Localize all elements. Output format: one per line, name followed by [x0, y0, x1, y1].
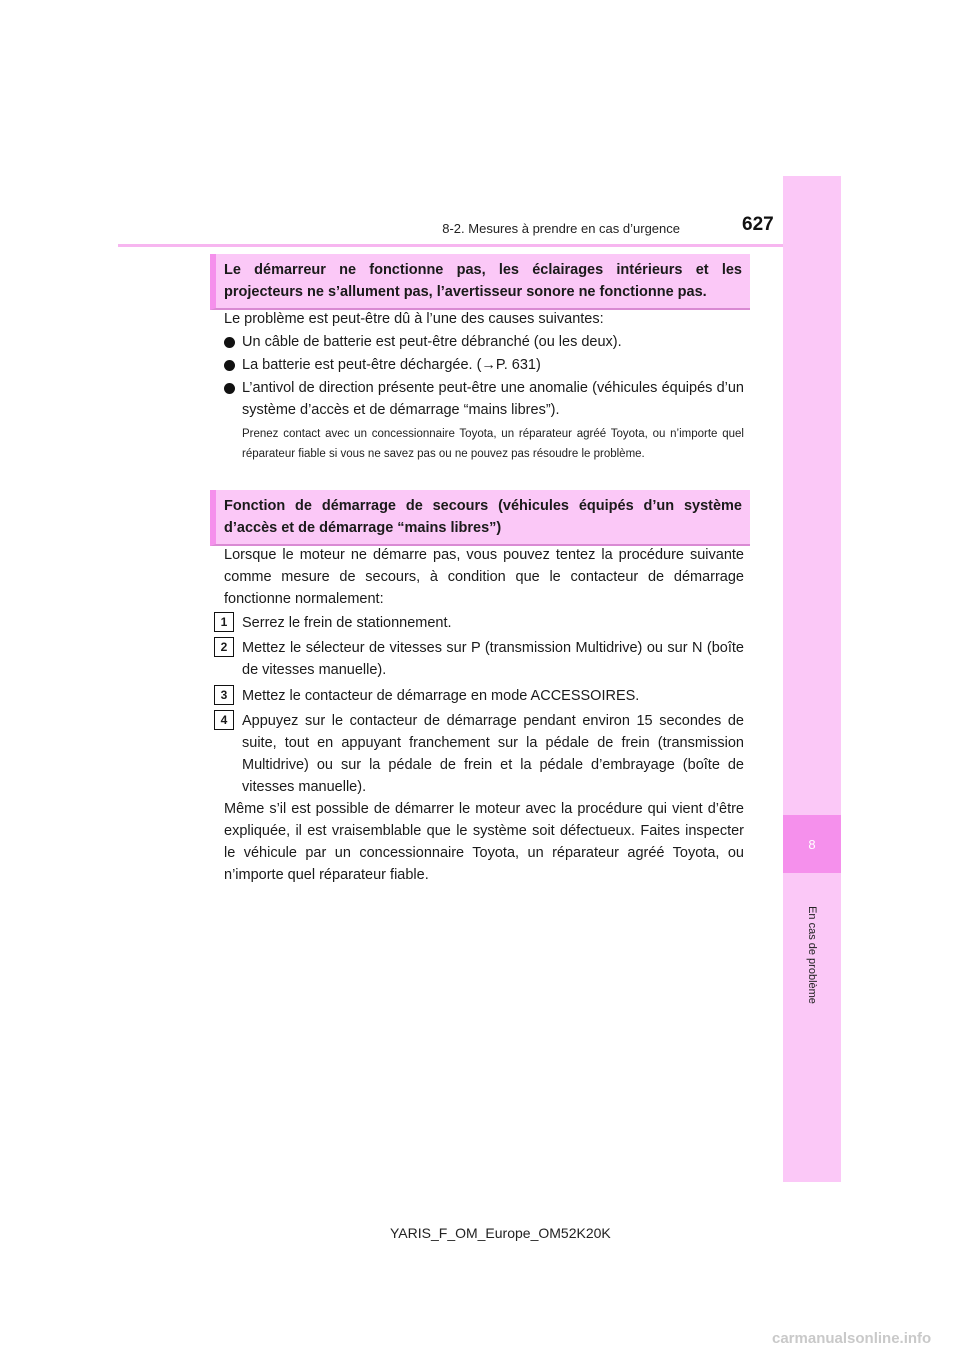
chapter-number-tab: 8: [783, 815, 841, 873]
procedure-step: [214, 685, 744, 707]
bullet-icon: [224, 337, 235, 348]
section1-note: Prenez contact avec un concessionnaire Toyota, un réparateur agréé Toyota, ou n’importe quel réparateur fiable si vous ne savez pas ou ne pouvez pas résoudre le problème.: [242, 428, 744, 460]
bullet-icon: [224, 360, 235, 371]
document-code: YARIS_F_OM_Europe_OM52K20K: [390, 1225, 611, 1241]
list-item-text: La batterie est peut-être déchargée. (→P. 631): [242, 357, 541, 373]
step-number-badge: 4: [214, 710, 234, 730]
section2-closing: Même s’il est possible de démarrer le moteur avec la procédure qui vient d’être expliquée, il est vraisemblable que le système soit défectueux. Faites inspecter le véhicule par un concessionnaire Toyota, un réparateur agréé Toyota, ou n’importe quel réparateur fiable.: [224, 801, 744, 883]
step-text: Mettez le contacteur de démarrage en mode ACCESSOIRES.: [242, 688, 640, 704]
step-text: Serrez le frein de stationnement.: [242, 615, 452, 631]
list-item: [224, 331, 744, 353]
procedure-step: [214, 612, 744, 634]
procedure-step: [214, 637, 744, 681]
step-number-badge: 1: [214, 612, 234, 632]
watermark: carmanualsonline.info: [772, 1330, 932, 1347]
page-number: 627: [742, 214, 774, 235]
section2-intro: Lorsque le moteur ne démarre pas, vous pouvez tentez la procédure suivante comme mesure de secours, à condition que le contacteur de démarrage fonctionne normalement:: [224, 547, 744, 607]
list-item: [224, 354, 744, 376]
step-text: Mettez le sélecteur de vitesses sur P (transmission Multidrive) ou sur N (boîte de vitesses manuelle).: [242, 640, 744, 678]
chapter-side-tab: [783, 176, 841, 1182]
chapter-label: En cas de problème: [806, 906, 818, 1004]
list-item: [224, 377, 744, 421]
list-item-text: Un câble de batterie est peut-être débranché (ou les deux).: [242, 334, 622, 350]
section1-intro: Le problème est peut-être dû à l’une des causes suivantes:: [224, 311, 604, 327]
step-number-badge: 2: [214, 637, 234, 657]
section-heading-emergency-start: Fonction de démarrage de secours (véhicules équipés d’un système d’accès et de démarrage “mains libres”): [210, 490, 750, 546]
section-heading-starter: Le démarreur ne fonctionne pas, les éclairages intérieurs et les projecteurs ne s’allument pas, l’avertisseur sonore ne fonctionne pas.: [210, 254, 750, 310]
list-item-text: L’antivol de direction présente peut-être une anomalie (véhicules équipés d’un système d’accès et de démarrage “mains libres”).: [242, 380, 744, 418]
header-divider: [118, 244, 784, 247]
procedure-step: [214, 710, 744, 798]
step-text: Appuyez sur le contacteur de démarrage pendant environ 15 secondes de suite, tout en appuyant franchement sur la pédale de frein (transmission Multidrive) ou sur la pédale de frein et la pédale d’embrayage (boîte de vitesses manuelle).: [242, 713, 744, 795]
step-number-badge: 3: [214, 685, 234, 705]
header-section-title: 8-2. Mesures à prendre en cas d’urgence: [442, 221, 680, 236]
bullet-icon: [224, 383, 235, 394]
